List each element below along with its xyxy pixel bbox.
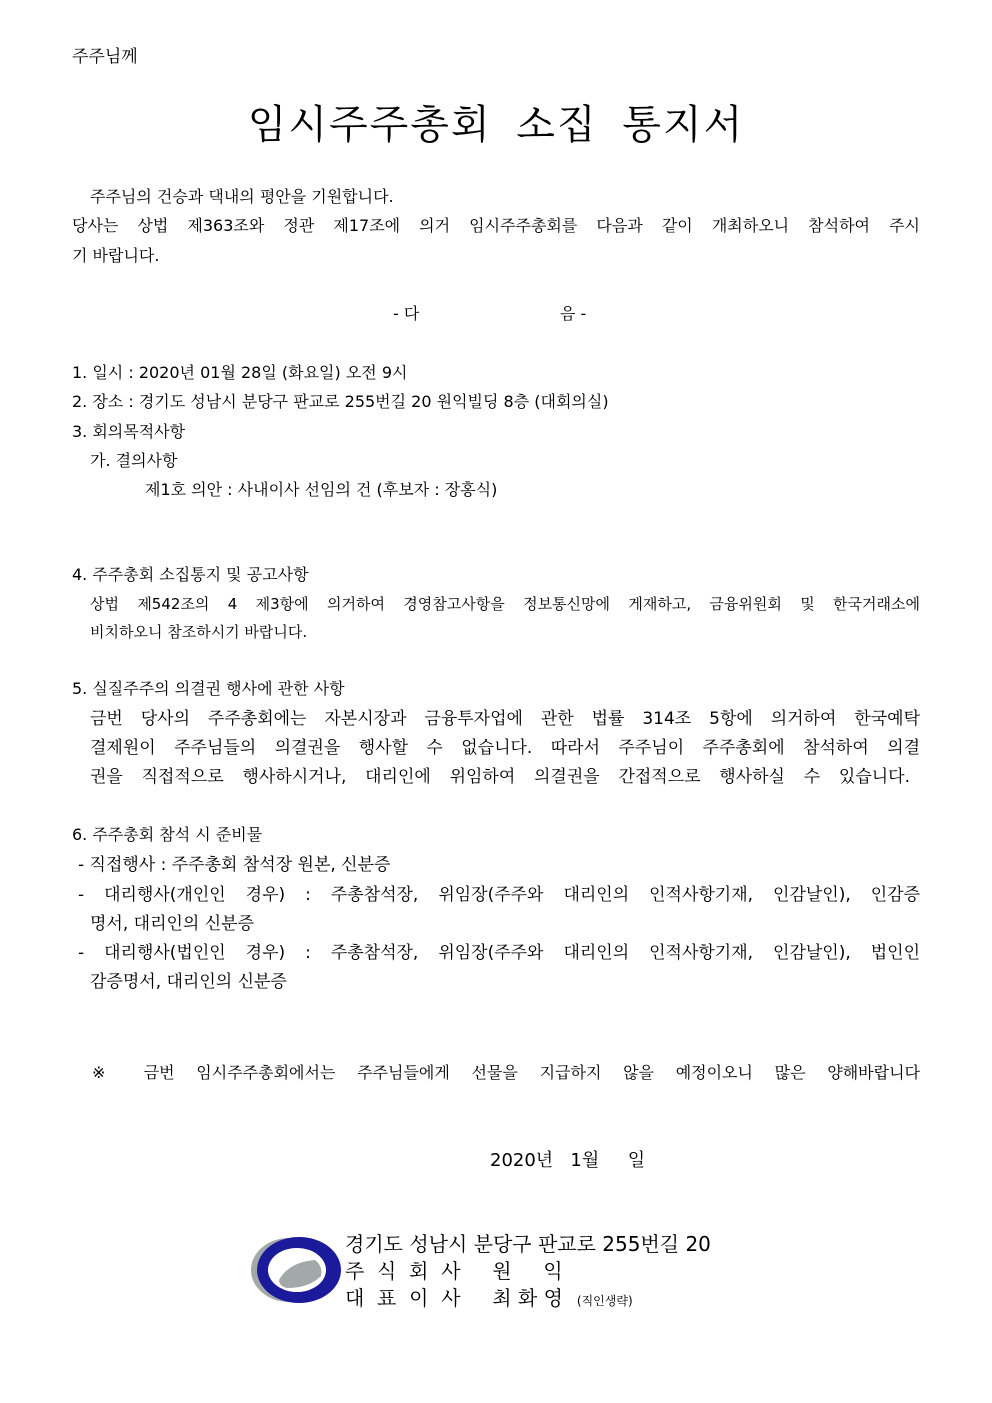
agenda-1: 제1호 의안 : 사내이사 선임의 건 (후보자 : 장홍식) <box>145 480 498 499</box>
company-address: 경기도 성남시 분당구 판교로 255번길 20 <box>345 1232 711 1256</box>
item-6-line-5: 감증명서, 대리인의 신분증 <box>90 972 287 992</box>
heading-left: - 다 <box>393 304 420 323</box>
item-5-line-2: 결제원이 주주님들의 의결권을 행사할 수 없습니다. 따라서 주주님이 주주총회에 참석하여 의결 <box>90 738 920 758</box>
seal-note: (직인생략) <box>576 1294 633 1308</box>
ceo-line <box>345 1286 633 1313</box>
item-6-line-2: - 대리행사(개인인 경우) : 주총참석장, 위임장(주주와 대리인의 인적사항기재, 인감날인), 인감증 <box>78 885 920 905</box>
item-3-agenda: 3. 회의목적사항 <box>72 422 186 441</box>
item-4-line-2: 비치하오니 참조하시기 바랍니다. <box>90 623 308 641</box>
item-6-line-4: - 대리행사(법인인 경우) : 주총참석장, 위임장(주주와 대리인의 인적사항기재, 인감날인), 법인인 <box>78 943 920 963</box>
item-5-heading: 5. 실질주주의 의결권 행사에 관한 사항 <box>72 679 345 698</box>
item-1-datetime: 1. 일시 : 2020년 01월 28일 (화요일) 오전 9시 <box>72 363 408 382</box>
intro-line-2: 당사는 상법 제363조와 정관 제17조에 의거 임시주주총회를 다음과 같이 개최하오니 참석하여 주시 <box>72 216 920 235</box>
ceo-name: 대 표 이 사 최 화 영 <box>345 1286 563 1310</box>
document-title: 임시주주총회 소집 통지서 <box>247 102 745 148</box>
issue-date: 2020년 1월 일 <box>490 1150 646 1171</box>
heading-right: 음 - <box>560 304 587 323</box>
company-name: 주 식 회 사 원 익 <box>345 1259 563 1283</box>
intro-line-3: 기 바랍니다. <box>72 246 160 265</box>
company-logo <box>249 1236 341 1304</box>
item-6-line-3: 명서, 대리인의 신분증 <box>90 914 255 934</box>
item-6-line-1: - 직접행사 : 주주총회 참석장 원본, 신분증 <box>78 855 391 875</box>
item-5-line-1: 금번 당사의 주주총회에는 자본시장과 금융투자업에 관한 법률 314조 5항에 의거하여 한국예탁 <box>90 709 920 729</box>
item-4-line-1: 상법 제542조의 4 제3항에 의거하여 경영참고사항을 정보통신망에 게재하고, 금융위원회 및 한국거래소에 <box>90 595 920 613</box>
item-4-heading: 4. 주주총회 소집통지 및 공고사항 <box>72 565 309 584</box>
item-2-location: 2. 장소 : 경기도 성남시 분당구 판교로 255번길 20 원익빌딩 8층 (대회의실) <box>72 392 609 411</box>
item-5-line-3: 권을 직접적으로 행사하시거나, 대리인에 위임하여 의결권을 간접적으로 행사하실 수 있습니다. <box>90 767 910 787</box>
intro-line-1: 주주님의 건승과 댁내의 평안을 기원합니다. <box>90 187 394 206</box>
salutation: 주주님께 <box>72 47 138 67</box>
gift-notice: ※ 금번 임시주주총회에서는 주주님들에게 선물을 지급하지 않을 예정이오니 많은 양해바랍니다 <box>92 1063 920 1082</box>
item-3a-resolutions: 가. 결의사항 <box>90 451 178 470</box>
item-6-heading: 6. 주주총회 참석 시 준비물 <box>72 825 263 844</box>
